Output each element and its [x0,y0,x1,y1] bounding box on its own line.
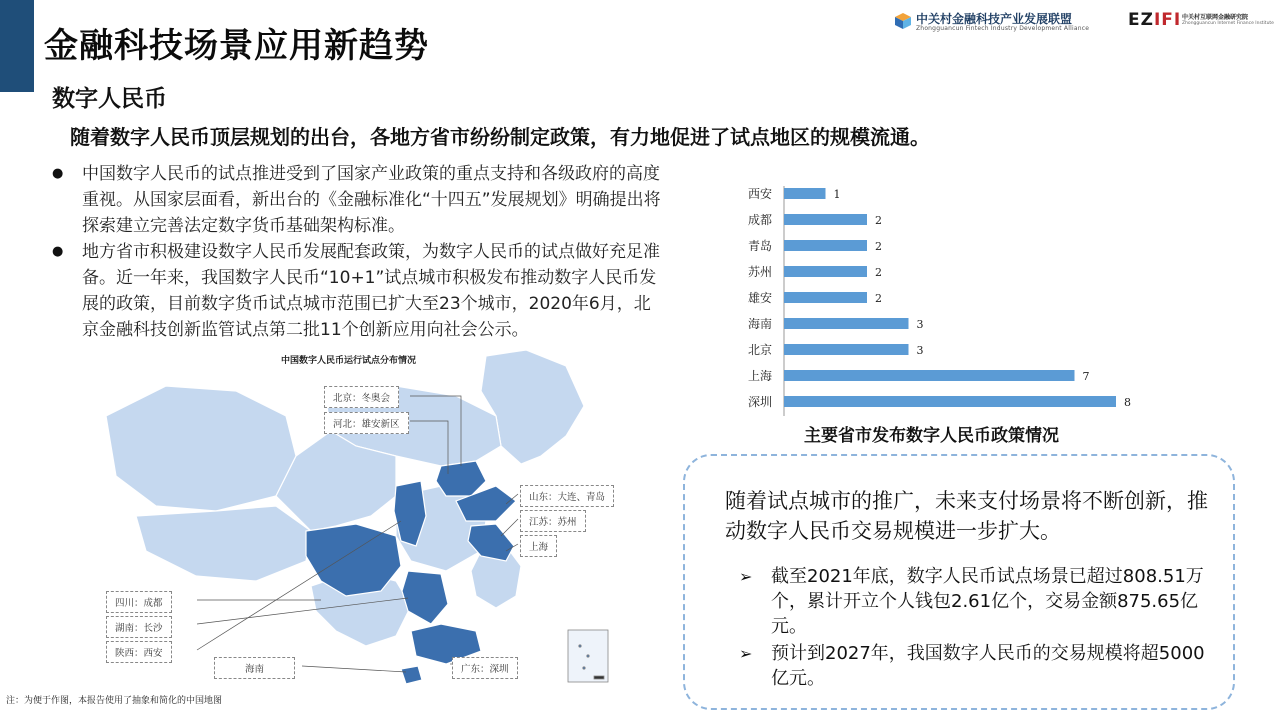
china-pilot-map [96,346,636,691]
bar-category-label: 西安 [747,187,772,201]
callout-item [739,641,1209,691]
map-region-xinjiang [106,386,296,511]
bar-苏州 [784,266,867,277]
map-region-tibet [136,506,311,581]
bar-value-label: 3 [916,318,924,331]
bullet-item: ● 中国数字人民币的试点推进受到了国家产业政策的重点支持和各级政府的高度重视。从国家层面看，新出台的《金融标准化“十四五”发展规划》明确提出将探索建立完善法定数字货币基础架构标准。 [52,161,662,239]
bar-value-label: 2 [875,266,882,279]
map-scale-inset [568,630,608,682]
headline: 随着数字人民币顶层规划的出台，各地方省市纷纷制定政策，有力地促进了试点地区的规模流通。 [70,125,930,149]
callout-list [739,564,1209,693]
bar-海南 [784,318,909,329]
alliance-name-en: Zhongguancun Fintech Industry Development Alliance [916,25,1090,32]
map-region-hainan [401,666,422,684]
bar-西安 [784,188,826,199]
bullet-item: ● 地方省市积极建设数字人民币发展配套政策，为数字人民币的试点做好充足准备。近一年来，我国数字人民币“10+1”试点城市积极发布推动数字人民币发展的政策，目前数字货币试点城市范围已扩大至23个城市，2020年6月，北京金融科技创新监管试点第二批11个创新应用向社会公示。 [52,239,662,343]
arrow-bullet-icon: ➢ [739,644,753,663]
bar-value-label: 7 [1082,370,1090,383]
bar-category-label: 苏州 [747,265,772,279]
bar-青岛 [784,240,867,251]
bar-category-label: 北京 [747,343,772,357]
map-region-beijing-hebei [436,461,486,496]
institute-name-cn: 中关村互联网金融研究院 [1182,14,1249,21]
bar-category-label: 深圳 [747,395,772,409]
institute-logo-mark: EZIFI [1128,10,1182,30]
map-tag-hunan: 湖南：长沙 [106,616,172,638]
bar-上海 [784,370,1075,381]
bar-雄安 [784,292,867,303]
bar-category-label: 上海 [747,369,772,383]
bar-成都 [784,214,867,225]
bar-category-label: 青岛 [747,239,772,253]
arrow-bullet-icon: ➢ [739,567,753,586]
map-region-hunan [402,571,448,624]
map-tag-shaanxi: 陕西：西安 [106,641,172,663]
alliance-logo [894,10,1122,38]
map-tag-shandong: 山东：大连、青岛 [520,485,614,507]
outlook-callout [683,454,1235,710]
map-tag-hebei: 河北：雄安新区 [324,412,409,434]
callout-item-text: 预计到2027年，我国数字人民币的交易规模将超5000亿元。 [771,643,1205,689]
bar-value-label: 1 [833,188,841,201]
bar-category-label: 雄安 [747,291,772,305]
institute-name-en: Zhongguancun Internet Finance Institute [1182,21,1274,26]
map-tag-sichuan: 四川：成都 [106,591,172,613]
alliance-name-cn: 中关村金融科技产业发展联盟 [916,12,1073,26]
header-accent-bar [0,0,34,92]
callout-item-text: 截至2021年底，数字人民币试点场景已超过808.51万个，累计开立个人钱包2.61亿个，交易金额875.65亿元。 [771,566,1204,637]
cube-logo-icon [894,12,912,30]
section-title: 数字人民币 [52,86,167,112]
callout-item [739,564,1209,639]
bar-北京 [784,344,909,355]
page-title: 金融科技场景应用新趋势 [44,26,429,66]
callout-main-text: 随着试点城市的推广，未来支付场景将不断创新，推动数字人民币交易规模进一步扩大。 [725,489,1208,543]
bar-深圳 [784,396,1116,407]
bar-category-label: 成都 [747,213,772,227]
map-title: 中国数字人民币运行试点分布情况 [281,356,417,366]
chart-title: 主要省市发布数字人民币政策情况 [804,426,1059,446]
bar-value-label: 2 [875,214,882,227]
footnote: 注：为便于作图，本报告使用了抽象和简化的中国地图 [6,696,223,706]
bar-category-label: 海南 [747,317,772,331]
bar-value-label: 2 [875,240,882,253]
policy-bar-chart [720,180,1160,416]
bar-value-label: 8 [1124,396,1131,409]
map-tag-shanghai: 上海 [520,535,557,557]
bar-value-label: 2 [875,292,882,305]
bar-value-label: 3 [916,344,924,357]
bullet-list [52,161,662,343]
map-tag-jiangsu: 江苏：苏州 [520,510,586,532]
map-tag-beijing: 北京：冬奥会 [324,386,399,408]
institute-logo [1128,10,1274,36]
map-tag-hainan: 海南 [214,657,295,679]
map-tag-guangdong: 广东：深圳 [452,657,518,679]
